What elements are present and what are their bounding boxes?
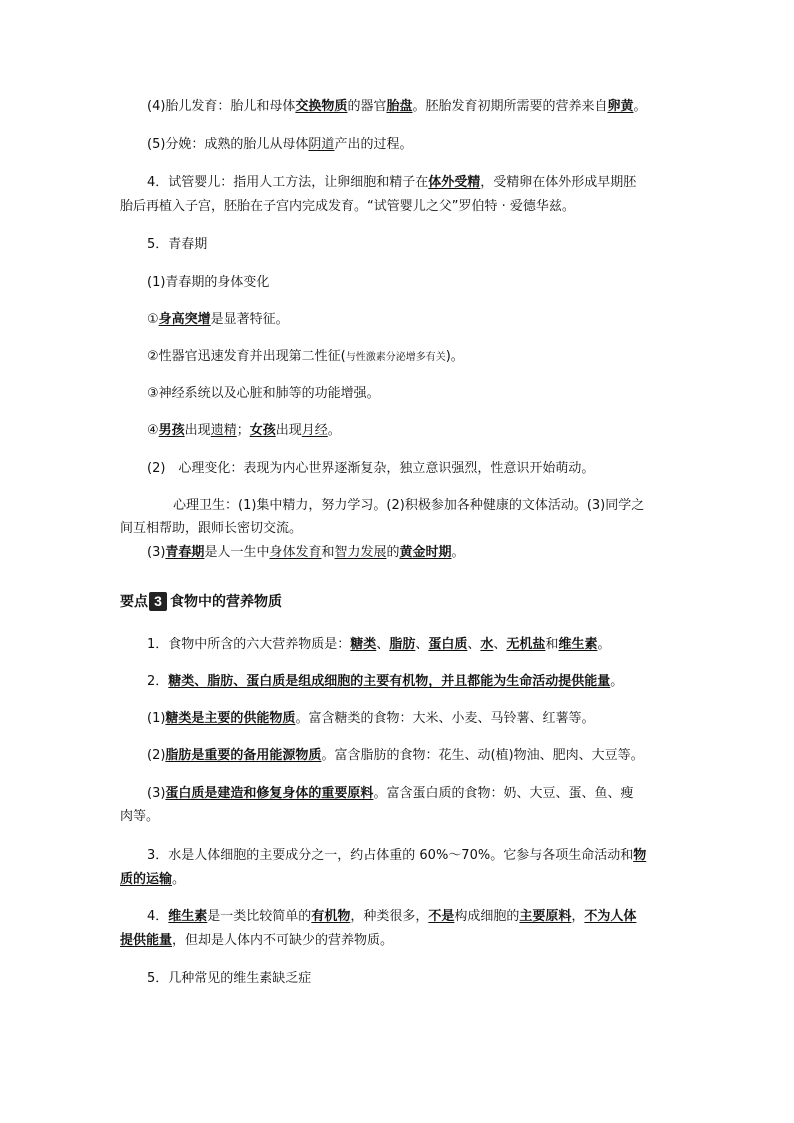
text-line xyxy=(120,872,185,888)
text-run: 出现 xyxy=(275,423,302,438)
text-run: 。 xyxy=(597,637,611,652)
text-run: ， xyxy=(571,909,585,924)
key-term: 卵黄 xyxy=(607,99,634,114)
text-line: 5．青春期 xyxy=(147,237,208,252)
text-run: 1．食物中所含的六大营养物质是： xyxy=(147,637,351,652)
text-line: 5．几种常见的维生素缺乏症 xyxy=(147,971,312,986)
key-term: 不是 xyxy=(428,909,455,924)
text-run: 。 xyxy=(610,674,624,689)
text-run: 。 xyxy=(633,99,647,114)
text-line xyxy=(147,848,646,864)
key-term: 维生素 xyxy=(558,637,598,652)
text-line xyxy=(147,312,289,328)
text-line: 胎后再植入子宫，胚胎在子宫内完成发育。“试管婴儿之父”罗伯特 · 爱德华兹。 xyxy=(120,199,575,214)
text-line: 心理卫生：(1)集中精力，努力学习。(2)积极参加各种健康的文体活动。(3)同学之 xyxy=(173,498,645,513)
section-heading xyxy=(120,591,282,611)
text-line xyxy=(147,748,644,764)
text-run: 4． xyxy=(147,909,169,924)
text-run: 的 xyxy=(386,545,400,560)
text-line: (2) 心理变化：表现为内心世界逐渐复杂，独立意识强烈，性意识开始萌动。 xyxy=(147,461,595,476)
key-term: 遗精 xyxy=(210,423,237,438)
key-term: 糖类 xyxy=(350,637,377,652)
text-run: 出现 xyxy=(184,423,211,438)
text-run: 、 xyxy=(415,637,429,652)
key-term: 物 xyxy=(633,848,647,863)
text-run: ； xyxy=(236,423,250,438)
key-term: 糖类、脂肪、蛋白质是组成细胞的主要有机物，并且都能为生命活动提供能量 xyxy=(168,674,611,689)
key-term: 糖类是主要的供能物质 xyxy=(165,711,296,726)
key-term: 胎盘 xyxy=(386,99,413,114)
text-line xyxy=(147,99,647,115)
key-term: 交换物质 xyxy=(295,99,348,114)
key-term: 水 xyxy=(480,637,494,652)
text-run: 的器官 xyxy=(347,99,387,114)
text-line: (1)青春期的身体变化 xyxy=(147,275,270,290)
text-run: 是人一生中 xyxy=(204,545,270,560)
text-run: ① xyxy=(147,312,159,327)
text-run: 。 xyxy=(172,872,186,887)
text-run: 。富含脂肪的食物：花生、动(植)物油、肥肉、大豆等。 xyxy=(321,748,644,763)
text-run: 3．水是人体细胞的主要成分之一，约占体重的 60%～70%。它参与各项生命活动和 xyxy=(147,848,634,863)
text-run: 、 xyxy=(467,637,481,652)
text-run: 。 xyxy=(451,545,465,560)
text-line xyxy=(147,786,633,802)
text-run: (2) xyxy=(147,748,166,763)
text-run: ，受精卵在体外形成早期胚 xyxy=(480,175,637,190)
heading-prefix: 要点 xyxy=(120,594,148,610)
key-term: 黄金时期 xyxy=(399,545,452,560)
key-term: 月经 xyxy=(301,423,328,438)
text-line: 肉等。 xyxy=(120,809,160,824)
text-run: 、 xyxy=(376,637,390,652)
key-term: 男孩 xyxy=(158,423,185,438)
text-run: 。 xyxy=(327,423,341,438)
key-term: 蛋白质 xyxy=(428,637,468,652)
key-term: 脂肪是重要的备用能源物质 xyxy=(165,748,322,763)
text-line xyxy=(147,137,412,153)
text-line xyxy=(147,175,636,191)
text-run: 产出的过程。 xyxy=(334,137,413,152)
text-line xyxy=(147,423,341,439)
text-run: 和 xyxy=(321,545,335,560)
text-run: ，种类很多， xyxy=(350,909,429,924)
key-term: 质的运输 xyxy=(120,872,173,887)
text-run: 4．试管婴儿：指用人工方法，让卵细胞和精子在 xyxy=(147,175,429,190)
text-line xyxy=(147,909,636,925)
text-run: (5)分娩：成熟的胎儿从母体 xyxy=(147,137,309,152)
text-run: 。富含蛋白质的食物：奶、大豆、蛋、鱼、瘦 xyxy=(373,786,634,801)
text-run: 是一类比较简单的 xyxy=(207,909,312,924)
text-line xyxy=(147,637,610,653)
text-run: 。胚胎发育初期所需要的营养来自 xyxy=(412,99,608,114)
text-line xyxy=(147,545,465,561)
text-run: (4)胎儿发育：胎儿和母体 xyxy=(147,99,296,114)
text-line xyxy=(147,711,594,727)
key-term: 身体发育 xyxy=(269,545,322,560)
note-text: 与性激素分泌增多有关 xyxy=(345,352,446,363)
key-term: 维生素 xyxy=(168,909,208,924)
text-run: 是显著特征。 xyxy=(210,312,289,327)
key-term: 有机物 xyxy=(311,909,351,924)
key-term: 无机盐 xyxy=(506,637,546,652)
key-term: 不为人体 xyxy=(584,909,637,924)
text-line xyxy=(147,349,464,366)
text-run: (3) xyxy=(147,786,166,801)
text-run: 2． xyxy=(147,674,169,689)
text-run: 。富含糖类的食物：大米、小麦、马铃薯、红薯等。 xyxy=(295,711,595,726)
text-line: 间互相帮助，跟师长密切交流。 xyxy=(120,521,303,536)
key-term: 体外受精 xyxy=(428,175,481,190)
key-term: 女孩 xyxy=(249,423,276,438)
text-run: ②性器官迅速发育并出现第二性征( xyxy=(147,349,346,364)
text-line: ③神经系统以及心脏和肺等的功能增强。 xyxy=(147,386,380,401)
key-term: 脂肪 xyxy=(389,637,416,652)
text-line xyxy=(120,933,393,949)
text-line xyxy=(147,674,623,690)
text-run: 和 xyxy=(545,637,559,652)
key-term: 主要原料 xyxy=(519,909,572,924)
text-run: (1) xyxy=(147,711,166,726)
key-term: 蛋白质是建造和修复身体的重要原料 xyxy=(165,786,374,801)
key-term: 提供能量 xyxy=(120,933,173,948)
section-title: 食物中的营养物质 xyxy=(170,594,282,610)
key-term: 身高突增 xyxy=(158,312,211,327)
key-term: 阴道 xyxy=(308,137,335,152)
text-run: )。 xyxy=(445,349,464,364)
text-run: 、 xyxy=(493,637,507,652)
section-number-badge: 3 xyxy=(149,592,167,611)
text-run: ，但却是人体内不可缺少的营养物质。 xyxy=(172,933,394,948)
text-run: ④ xyxy=(147,423,159,438)
key-term: 智力发展 xyxy=(334,545,387,560)
key-term: 青春期 xyxy=(165,545,205,560)
text-run: 构成细胞的 xyxy=(454,909,520,924)
text-run: (3) xyxy=(147,545,166,560)
